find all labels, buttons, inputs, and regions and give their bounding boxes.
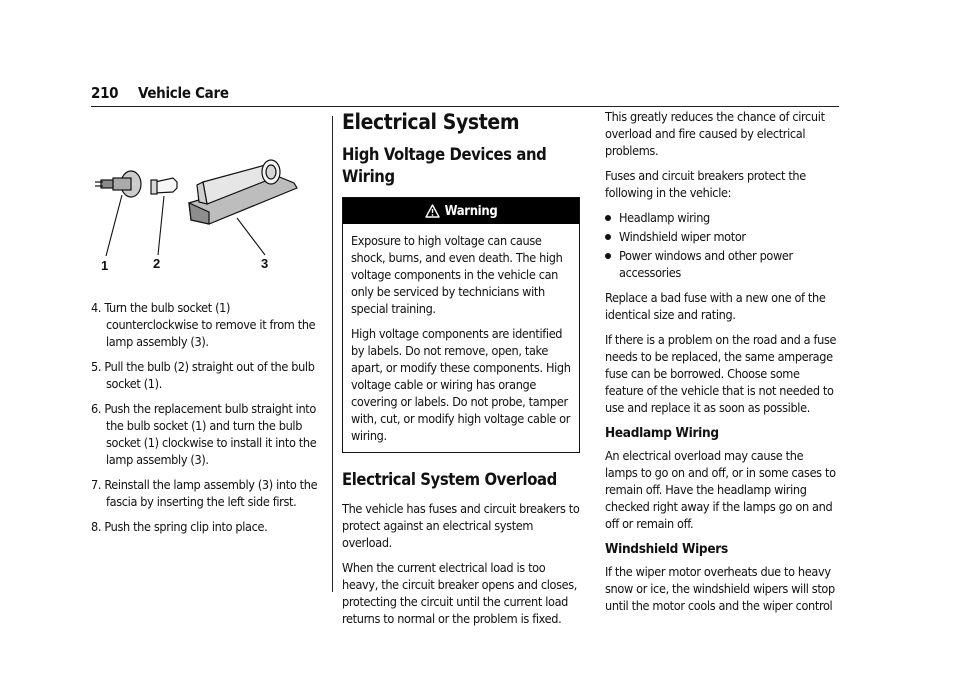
body-paragraph: If there is a problem on the road and a fuse needs to be replaced, the same amperage fuse can be borrowed. Choose some feature of the vehicle that is not needed to use and replace it as soon as possible. [605,332,837,415]
body-paragraph: If the wiper motor overheats due to heavy snow or ice, the windshield wipers will stop until the motor cools and the wiper control [605,564,835,613]
left-column [91,116,325,543]
column-divider [332,116,333,592]
bullet-icon [605,234,611,240]
list-item [605,247,837,281]
page-number: 210 [91,84,119,102]
headlamp-wiring-heading: Headlamp Wiring [605,425,719,441]
callout-line-1 [106,195,122,256]
middle-column [342,108,580,635]
page-header [91,84,839,107]
procedure-steps [91,299,325,535]
bullet-icon [605,215,611,221]
callout-3: 3 [261,256,269,271]
body-paragraph: Fuses and circuit breakers protect the following in the vehicle: [605,168,806,200]
list-item-text: Power windows and other power accessories [619,248,793,280]
warning-body [343,224,579,444]
callout-2: 2 [153,256,161,271]
step-item: 6. Push the replacement bulb straight into the bulb socket (1) and turn the bulb socket (1) clockwise to install it into the lamp assembly (3). [91,401,317,467]
section-title: Electrical System [342,110,520,134]
warning-icon [425,204,440,218]
high-voltage-heading: High Voltage Devices and Wiring [342,145,547,186]
step-item: 5. Pull the bulb (2) straight out of the bulb socket (1). [91,359,315,391]
step-item: 7. Reinstall the lamp assembly (3) into the fascia by inserting the left side first. [91,477,318,509]
body-paragraph: When the current electrical load is too heavy, the circuit breaker opens and closes, protecting the circuit until the current load returns to normal or the problem is fixed. [342,560,578,626]
warning-box [342,197,580,453]
body-paragraph: An electrical overload may cause the lamps to go on and off, or in some cases to remain off. Have the headlamp wiring checked right away if the lamps go on and off or remain off. [605,448,836,531]
body-paragraph: The vehicle has fuses and circuit breakers to protect against an electrical system overload. [342,501,580,550]
callout-1: 1 [101,258,109,273]
step-item: 8. Push the spring clip into place. [91,519,268,534]
right-column [605,108,837,622]
warning-header [343,198,579,224]
list-item-text: Headlamp wiring [619,210,710,225]
lamp-assembly-figure [91,116,325,281]
body-paragraph: This greatly reduces the chance of circuit overload and fire caused by electrical problems. [605,109,825,158]
section-name: Vehicle Care [138,84,229,102]
warning-paragraph: Exposure to high voltage can cause shock, burns, and even death. The high voltage components in the vehicle can only be serviced by technicians with special training. [351,233,563,316]
bullet-icon [605,253,611,259]
list-item-text: Windshield wiper motor [619,229,746,244]
callout-line-3 [237,218,265,255]
list-item [605,228,837,245]
overload-heading: Electrical System Overload [342,470,557,489]
body-paragraph: Replace a bad fuse with a new one of the identical size and rating. [605,290,826,322]
list-item [605,209,837,226]
protected-items-list [605,209,837,281]
lamp-assembly-illustration [91,116,325,281]
warning-paragraph: High voltage components are identified by labels. Do not remove, open, take apart, or modify these components. High voltage cable or wiring has orange covering or labels. Do not probe, tamper with, cut, or modify high voltage cable or wiring. [351,326,571,443]
windshield-wipers-heading: Windshield Wipers [605,541,728,557]
warning-label: Warning [444,203,498,219]
callout-line-2 [158,196,164,255]
step-item: 4. Turn the bulb socket (1) counterclockwise to remove it from the lamp assembly (3). [91,300,316,349]
